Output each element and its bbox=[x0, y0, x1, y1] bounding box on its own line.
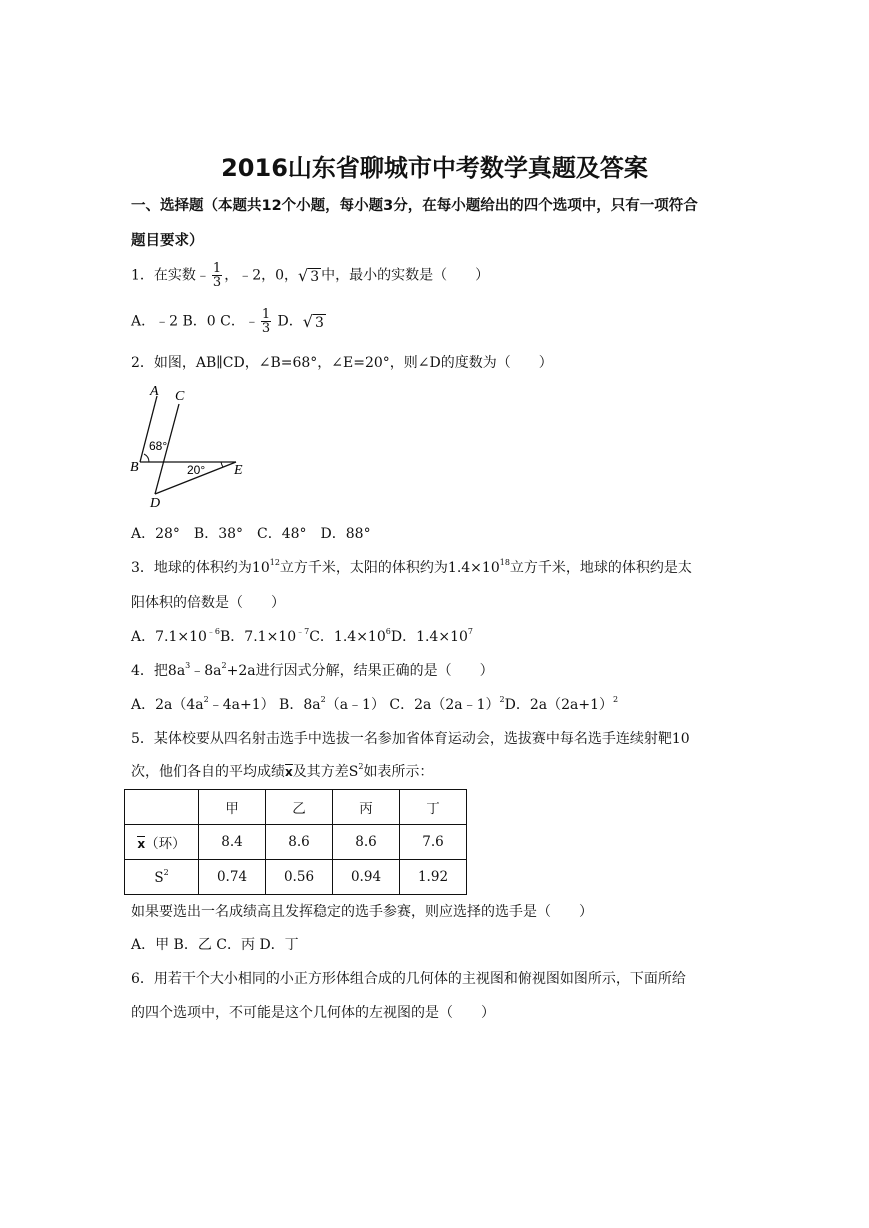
q4-opt-b-sup: 2 bbox=[320, 695, 326, 704]
question-5-options: A．甲 B．乙 C．丙 D．丁 bbox=[131, 937, 299, 953]
table-row bbox=[125, 860, 467, 895]
q4-opt-c-sup: 2 bbox=[499, 695, 505, 704]
q4-opt-d-sup: 2 bbox=[613, 695, 619, 704]
angle-b-label: 68° bbox=[149, 439, 168, 453]
q1-prefix: 1．在实数﹣ bbox=[131, 267, 210, 284]
scores-table bbox=[124, 789, 467, 895]
q3-opt-d-sup: 7 bbox=[467, 627, 473, 636]
q1-options-prefix: A．﹣2 B．0 C．﹣ bbox=[131, 313, 259, 330]
row-label-variance bbox=[125, 860, 199, 895]
table-cell: 0.94 bbox=[333, 860, 400, 895]
question-4-options bbox=[131, 694, 618, 714]
question-3-line2: 阳体积的倍数是（ ） bbox=[131, 595, 285, 611]
q1-opt-sqrt-radicand: 3 bbox=[315, 315, 324, 331]
q1-sqrt: √ 3 bbox=[298, 266, 320, 285]
section-heading-line2: 题目要求） bbox=[131, 233, 204, 249]
q1-suffix: 中，最小的实数是（ ） bbox=[321, 267, 490, 284]
q5-text-c: 如表所示： bbox=[363, 764, 434, 780]
table-cell: 8.6 bbox=[266, 825, 333, 860]
table-header-cell: 甲 bbox=[199, 790, 266, 825]
q4-opt-a1: A．2a（4a bbox=[131, 697, 204, 713]
q1-options-sqrt: √ 3 bbox=[302, 312, 324, 331]
q2-figure bbox=[128, 382, 248, 510]
q3-opt-b: B．7.1×10 bbox=[220, 629, 297, 645]
q3-sup-2: 18 bbox=[499, 558, 510, 567]
table-header-cell: 丁 bbox=[400, 790, 467, 825]
q1-sqrt-radicand: 3 bbox=[310, 269, 320, 285]
angle-b-arc bbox=[144, 454, 149, 462]
q5-sup: 2 bbox=[358, 762, 364, 771]
x-bar-symbol: x bbox=[137, 837, 146, 851]
q1-mid: ，﹣2，0， bbox=[224, 267, 299, 284]
question-1-options bbox=[131, 308, 326, 335]
q3-text-c: 立方千米，地球的体积约是太 bbox=[509, 560, 692, 576]
table-cell: 0.56 bbox=[266, 860, 333, 895]
q3-opt-d: D．1.4×10 bbox=[390, 629, 468, 645]
section-heading-line1: 一、选择题（本题共12个小题，每小题3分，在每小题给出的四个选项中，只有一项符合 bbox=[131, 198, 698, 214]
table-cell: 7.6 bbox=[400, 825, 467, 860]
question-5-question: 如果要选出一名成绩高且发挥稳定的选手参赛，则应选择的选手是（ ） bbox=[131, 904, 593, 920]
angle-e-label: 20° bbox=[187, 463, 206, 477]
q4-text-c: +2a进行因式分解，结果正确的是（ ） bbox=[226, 663, 494, 679]
q3-opt-c-sup: 6 bbox=[385, 627, 391, 636]
q4-opt-d: D．2a（2a+1） bbox=[504, 697, 614, 713]
table-header-row bbox=[125, 790, 467, 825]
table-header-cell: 丙 bbox=[333, 790, 400, 825]
table-row bbox=[125, 825, 467, 860]
q1-frac-num: 1 bbox=[212, 261, 222, 276]
x-bar-symbol: x bbox=[285, 765, 293, 779]
q3-text-b: 立方千米，太阳的体积约为1.4×10 bbox=[279, 560, 500, 576]
table-cell: 1.92 bbox=[400, 860, 467, 895]
table-cell: 8.4 bbox=[199, 825, 266, 860]
label-d: D bbox=[150, 496, 161, 510]
q4-opt-b2: （a﹣1） C．2a（2a﹣1） bbox=[325, 697, 500, 713]
question-1 bbox=[131, 262, 489, 289]
q1-options-mid: D． bbox=[273, 313, 303, 330]
row-label-unit: （环） bbox=[145, 836, 186, 852]
q3-opt-a-sup: ﹣6 bbox=[206, 627, 221, 636]
q1-opt-frac-num: 1 bbox=[261, 307, 271, 322]
question-2: 2．如图，AB∥CD，∠B=68°，∠E=20°，则∠D的度数为（ ） bbox=[131, 355, 553, 371]
variance-symbol: S bbox=[154, 870, 164, 886]
question-5: 5．某体校要从四名射击选手中选拔一名参加省体育运动会，选拔赛中每名选手连续射靶10 bbox=[131, 731, 690, 747]
q4-text-b: ﹣8a bbox=[190, 663, 222, 679]
q3-opt-c: C．1.4×10 bbox=[309, 629, 386, 645]
question-6-line2: 的四个选项中，不可能是这个几何体的左视图的是（ ） bbox=[131, 1005, 495, 1021]
question-3-options bbox=[131, 626, 473, 646]
question-4 bbox=[131, 660, 494, 680]
q4-opt-a2: ﹣4a+1） B．8a bbox=[208, 697, 321, 713]
q3-sup-1: 12 bbox=[269, 558, 280, 567]
table-cell: 8.6 bbox=[333, 825, 400, 860]
question-5-line2 bbox=[131, 761, 433, 781]
q1-frac-den: 3 bbox=[212, 275, 222, 290]
q3-opt-b-sup: ﹣7 bbox=[296, 627, 310, 636]
q4-sup-1: 3 bbox=[185, 661, 191, 670]
variance-sup: 2 bbox=[163, 868, 169, 877]
row-label-mean bbox=[125, 825, 199, 860]
angle-e-arc bbox=[221, 462, 223, 467]
label-a: A bbox=[150, 384, 159, 399]
label-c: C bbox=[175, 389, 185, 404]
q4-opt-a-sup: 2 bbox=[203, 695, 209, 704]
q5-text-b: 及其方差S bbox=[292, 764, 359, 780]
table-header-cell bbox=[125, 790, 199, 825]
q1-options-fraction bbox=[261, 308, 271, 335]
q4-sup-2: 2 bbox=[221, 661, 227, 670]
question-3 bbox=[131, 557, 692, 577]
page-title: 2016山东省聊城市中考数学真题及答案 bbox=[221, 154, 648, 182]
q1-fraction bbox=[212, 262, 222, 289]
q1-opt-frac-den: 3 bbox=[261, 321, 271, 336]
question-6: 6．用若干个大小相同的小正方形体组合成的几何体的主视图和俯视图如图所示，下面所给 bbox=[131, 971, 686, 987]
question-2-options: A．28° B．38° C．48° D．88° bbox=[131, 526, 371, 542]
q4-text-a: 4．把8a bbox=[131, 663, 186, 679]
table-header-cell: 乙 bbox=[266, 790, 333, 825]
q5-text-a: 次，他们各自的平均成绩 bbox=[131, 764, 285, 780]
label-e: E bbox=[234, 463, 243, 478]
label-b: B bbox=[130, 460, 139, 475]
table-cell: 0.74 bbox=[199, 860, 266, 895]
q3-text-a: 3．地球的体积约为10 bbox=[131, 560, 270, 576]
q3-opt-a: A．7.1×10 bbox=[131, 629, 207, 645]
